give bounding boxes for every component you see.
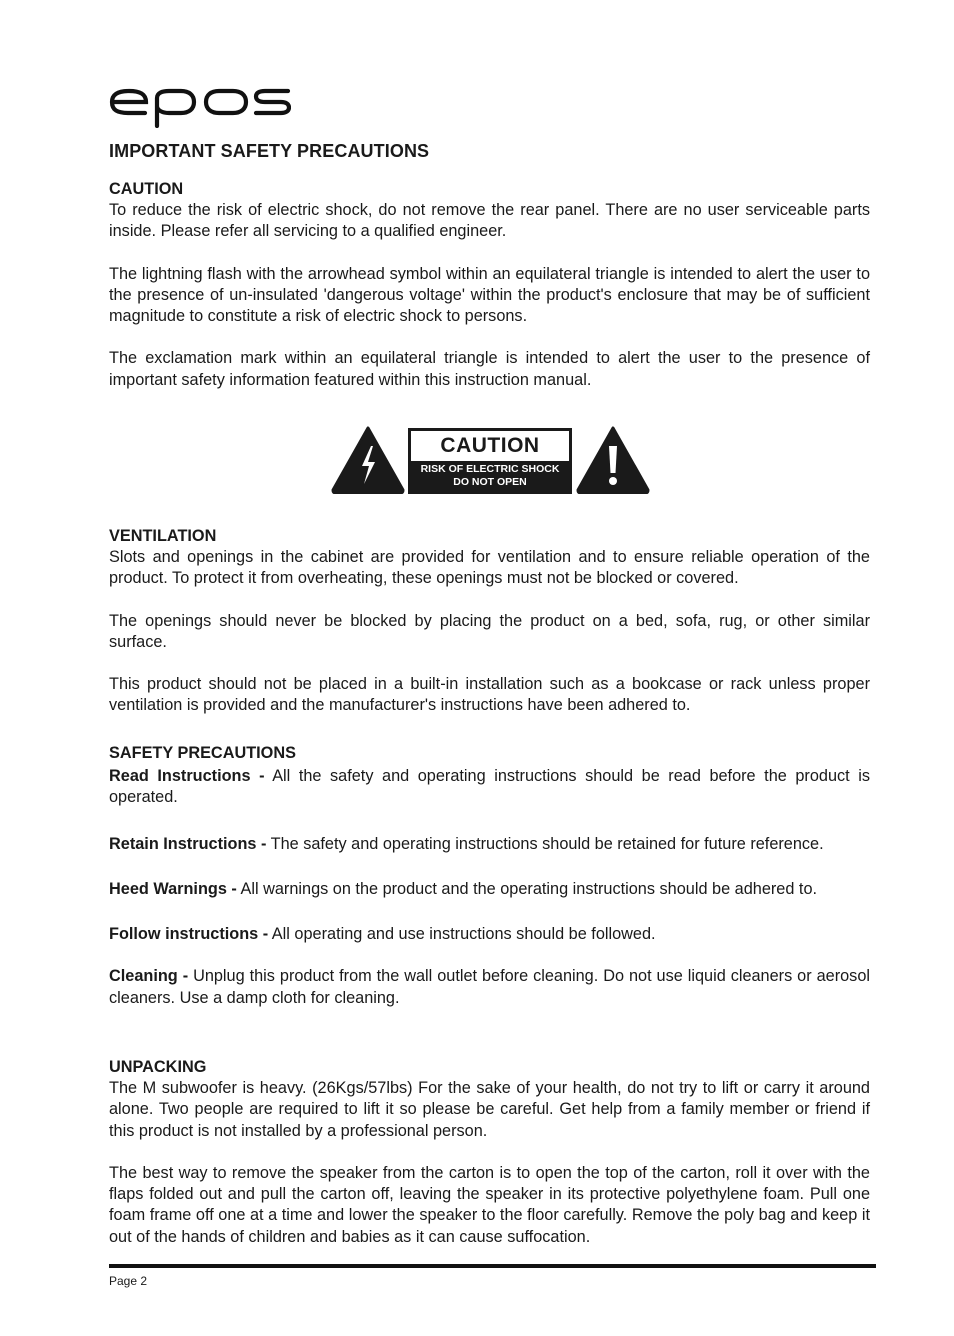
ventilation-paragraph-1: Slots and openings in the cabinet are provided for ventilation and to ensure reliable operation of the product. To protect it from overheating, these openings must not be blocked or covered. — [109, 548, 870, 588]
safety-item-lead: Retain Instructions - — [109, 834, 267, 853]
exclamation-warning-icon — [576, 426, 650, 494]
caution-paragraph-2: The lightning flash with the arrowhead symbol within an equilateral triangle is intended to alert the user to the presence of un-insulated 'dangerous voltage' within the product's enclosure that may be of sufficient magnitude to constitute a risk of electric shock to persons. — [109, 264, 870, 326]
footer-divider — [109, 1264, 876, 1268]
safety-item-lead: Cleaning - — [109, 967, 189, 986]
caution-paragraph-3: The exclamation mark within an equilateral triangle is intended to alert the user to the presence of important safety information featured within this instruction manual. — [109, 349, 870, 389]
unpacking-section — [109, 1057, 870, 1248]
caution-heading: CAUTION — [109, 180, 184, 198]
caution-section — [109, 179, 870, 391]
unpacking-paragraph-2: The best way to remove the speaker from the carton is to open the top of the carton, roll it over with the flaps folded out and pull the carton off, leaving the speaker in its protective polyethylene foam. Pull one foam frame off one at a time and lower the speaker to the floor carefully. Remove the poly bag and keep it out of the hands of children and babies as it can cause suffocation. — [109, 1163, 870, 1246]
safety-item-text: The safety and operating instructions should be retained for future reference. — [266, 834, 824, 853]
safety-item-text: All operating and use instructions should be followed. — [268, 925, 656, 944]
safety-item-text: All warnings on the product and the operating instructions should be adhered to. — [236, 879, 818, 898]
unpacking-paragraph-1: The M subwoofer is heavy. (26Kgs/57lbs) For the sake of your health, do not try to lift or carry it around alone. Two people are required to lift it so please be careful. Get help from a family member or friend if this product is not installed by a professional person. — [109, 1079, 870, 1140]
safety-item — [109, 879, 870, 900]
lightning-warning-icon — [331, 426, 405, 494]
safety-item — [109, 766, 870, 809]
page-title: IMPORTANT SAFETY PRECAUTIONS — [109, 141, 430, 161]
safety-item-lead: Follow instructions - — [109, 925, 269, 944]
ventilation-heading: VENTILATION — [109, 527, 217, 545]
safety-item-text: All the safety and operating instructions should be read before the product is operated. — [109, 767, 870, 807]
caution-label — [408, 428, 572, 494]
unpacking-heading: UNPACKING — [109, 1058, 207, 1076]
safety-item-lead: Heed Warnings - — [109, 879, 237, 898]
ventilation-section — [109, 526, 870, 717]
page-number: Page 2 — [109, 1274, 148, 1288]
safety-item — [109, 966, 870, 1009]
safety-section — [109, 743, 870, 1009]
caution-label-title: CAUTION — [411, 431, 569, 461]
safety-item — [109, 924, 870, 945]
safety-item-text: Unplug this product from the wall outlet before cleaning. Do not use liquid cleaners or aerosol cleaners. Use a damp cloth for cleaning. — [109, 967, 870, 1007]
safety-item-lead: Read Instructions - — [109, 767, 265, 785]
safety-item — [109, 834, 870, 855]
epos-logo — [109, 86, 291, 128]
caution-label-line-2: DO NOT OPEN — [453, 476, 527, 488]
caution-label-line-1: RISK OF ELECTRIC SHOCK — [420, 463, 560, 475]
ventilation-paragraph-2: The openings should never be blocked by placing the product on a bed, sofa, rug, or other similar surface. — [109, 611, 870, 651]
caution-paragraph-1: To reduce the risk of electric shock, do not remove the rear panel. There are no user serviceable parts inside. Please refer all servicing to a qualified engineer. — [109, 201, 870, 241]
ventilation-paragraph-3: This product should not be placed in a built-in installation such as a bookcase or rack unless proper ventilation is provided and the manufacturer's instructions have been adhered to. — [109, 675, 870, 715]
safety-heading: SAFETY PRECAUTIONS — [109, 744, 296, 762]
